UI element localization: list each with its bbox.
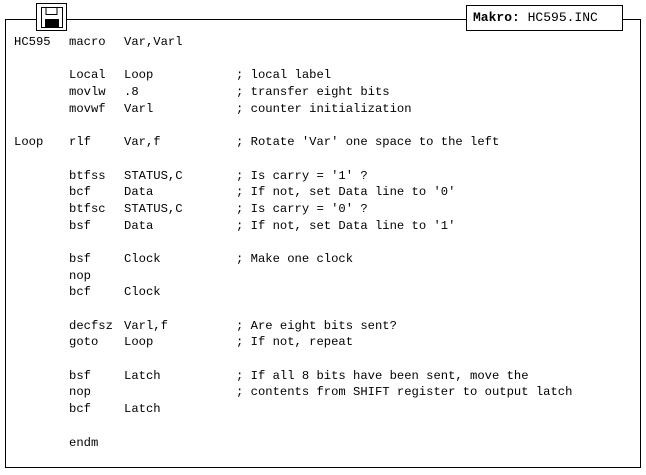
code-comment: ; Is carry = '0' ? [236,201,368,216]
code-operand: Varl,f [124,318,168,333]
code-mnemonic: bsf [69,251,91,266]
title-label: Makro: [473,10,520,25]
code-operand: Var,f [124,135,161,150]
code-operand: Varl [124,101,154,116]
code-operand: STATUS,C [124,168,183,183]
code-mnemonic: bsf [69,368,91,383]
code-operand: Latch [124,368,161,383]
code-comment: ; local label [236,68,332,83]
code-mnemonic: bsf [69,218,91,233]
code-mnemonic: bcf [69,185,91,200]
code-operand: Data [124,218,154,233]
code-mnemonic: btfss [69,168,106,183]
code-comment: ; Is carry = '1' ? [236,168,368,183]
code-comment: ; Are eight bits sent? [236,318,397,333]
code-comment: ; transfer eight bits [236,85,390,100]
save-button[interactable] [36,3,67,31]
code-operand: Clock [124,285,161,300]
code-comment: ; counter initialization [236,101,412,116]
code-comment: ; If not, set Data line to '1' [236,218,456,233]
code-mnemonic: movlw [69,85,106,100]
code-operand: .8 [124,85,139,100]
code-comment: ; contents from SHIFT register to output latch [236,385,573,400]
code-label: Loop [14,135,44,150]
window-title [466,5,623,31]
code-mnemonic: Local [69,68,106,83]
code-mnemonic: movwf [69,101,106,116]
code-operand: Loop [124,68,154,83]
code-operand: Var,Varl [124,35,183,49]
code-mnemonic: btfsc [69,201,106,216]
floppy-disk-icon [41,7,63,28]
code-comment: ; Rotate 'Var' one space to the left [236,135,500,150]
code-operand: Clock [124,251,161,266]
code-mnemonic: goto [69,335,99,350]
code-comment: ; If not, repeat [236,335,354,350]
code-comment: ; If not, set Data line to '0' [236,185,456,200]
code-mnemonic: rlf [69,135,91,150]
code-operand: STATUS,C [124,201,183,216]
code-mnemonic: bcf [69,402,91,417]
code-mnemonic: nop [69,268,91,283]
code-mnemonic: nop [69,385,91,400]
code-mnemonic: macro [69,35,106,49]
code-mnemonic: endm [69,435,99,450]
code-operand: Latch [124,402,161,417]
code-operand: Data [124,185,154,200]
code-comment: ; Make one clock [236,251,354,266]
code-mnemonic: decfsz [69,318,113,333]
code-comment: ; If all 8 bits have been sent, move the [236,368,529,383]
code-operand: Loop [124,335,154,350]
title-filename: HC595.INC [527,10,598,25]
code-mnemonic: bcf [69,285,91,300]
code-label: HC595 [14,35,51,49]
